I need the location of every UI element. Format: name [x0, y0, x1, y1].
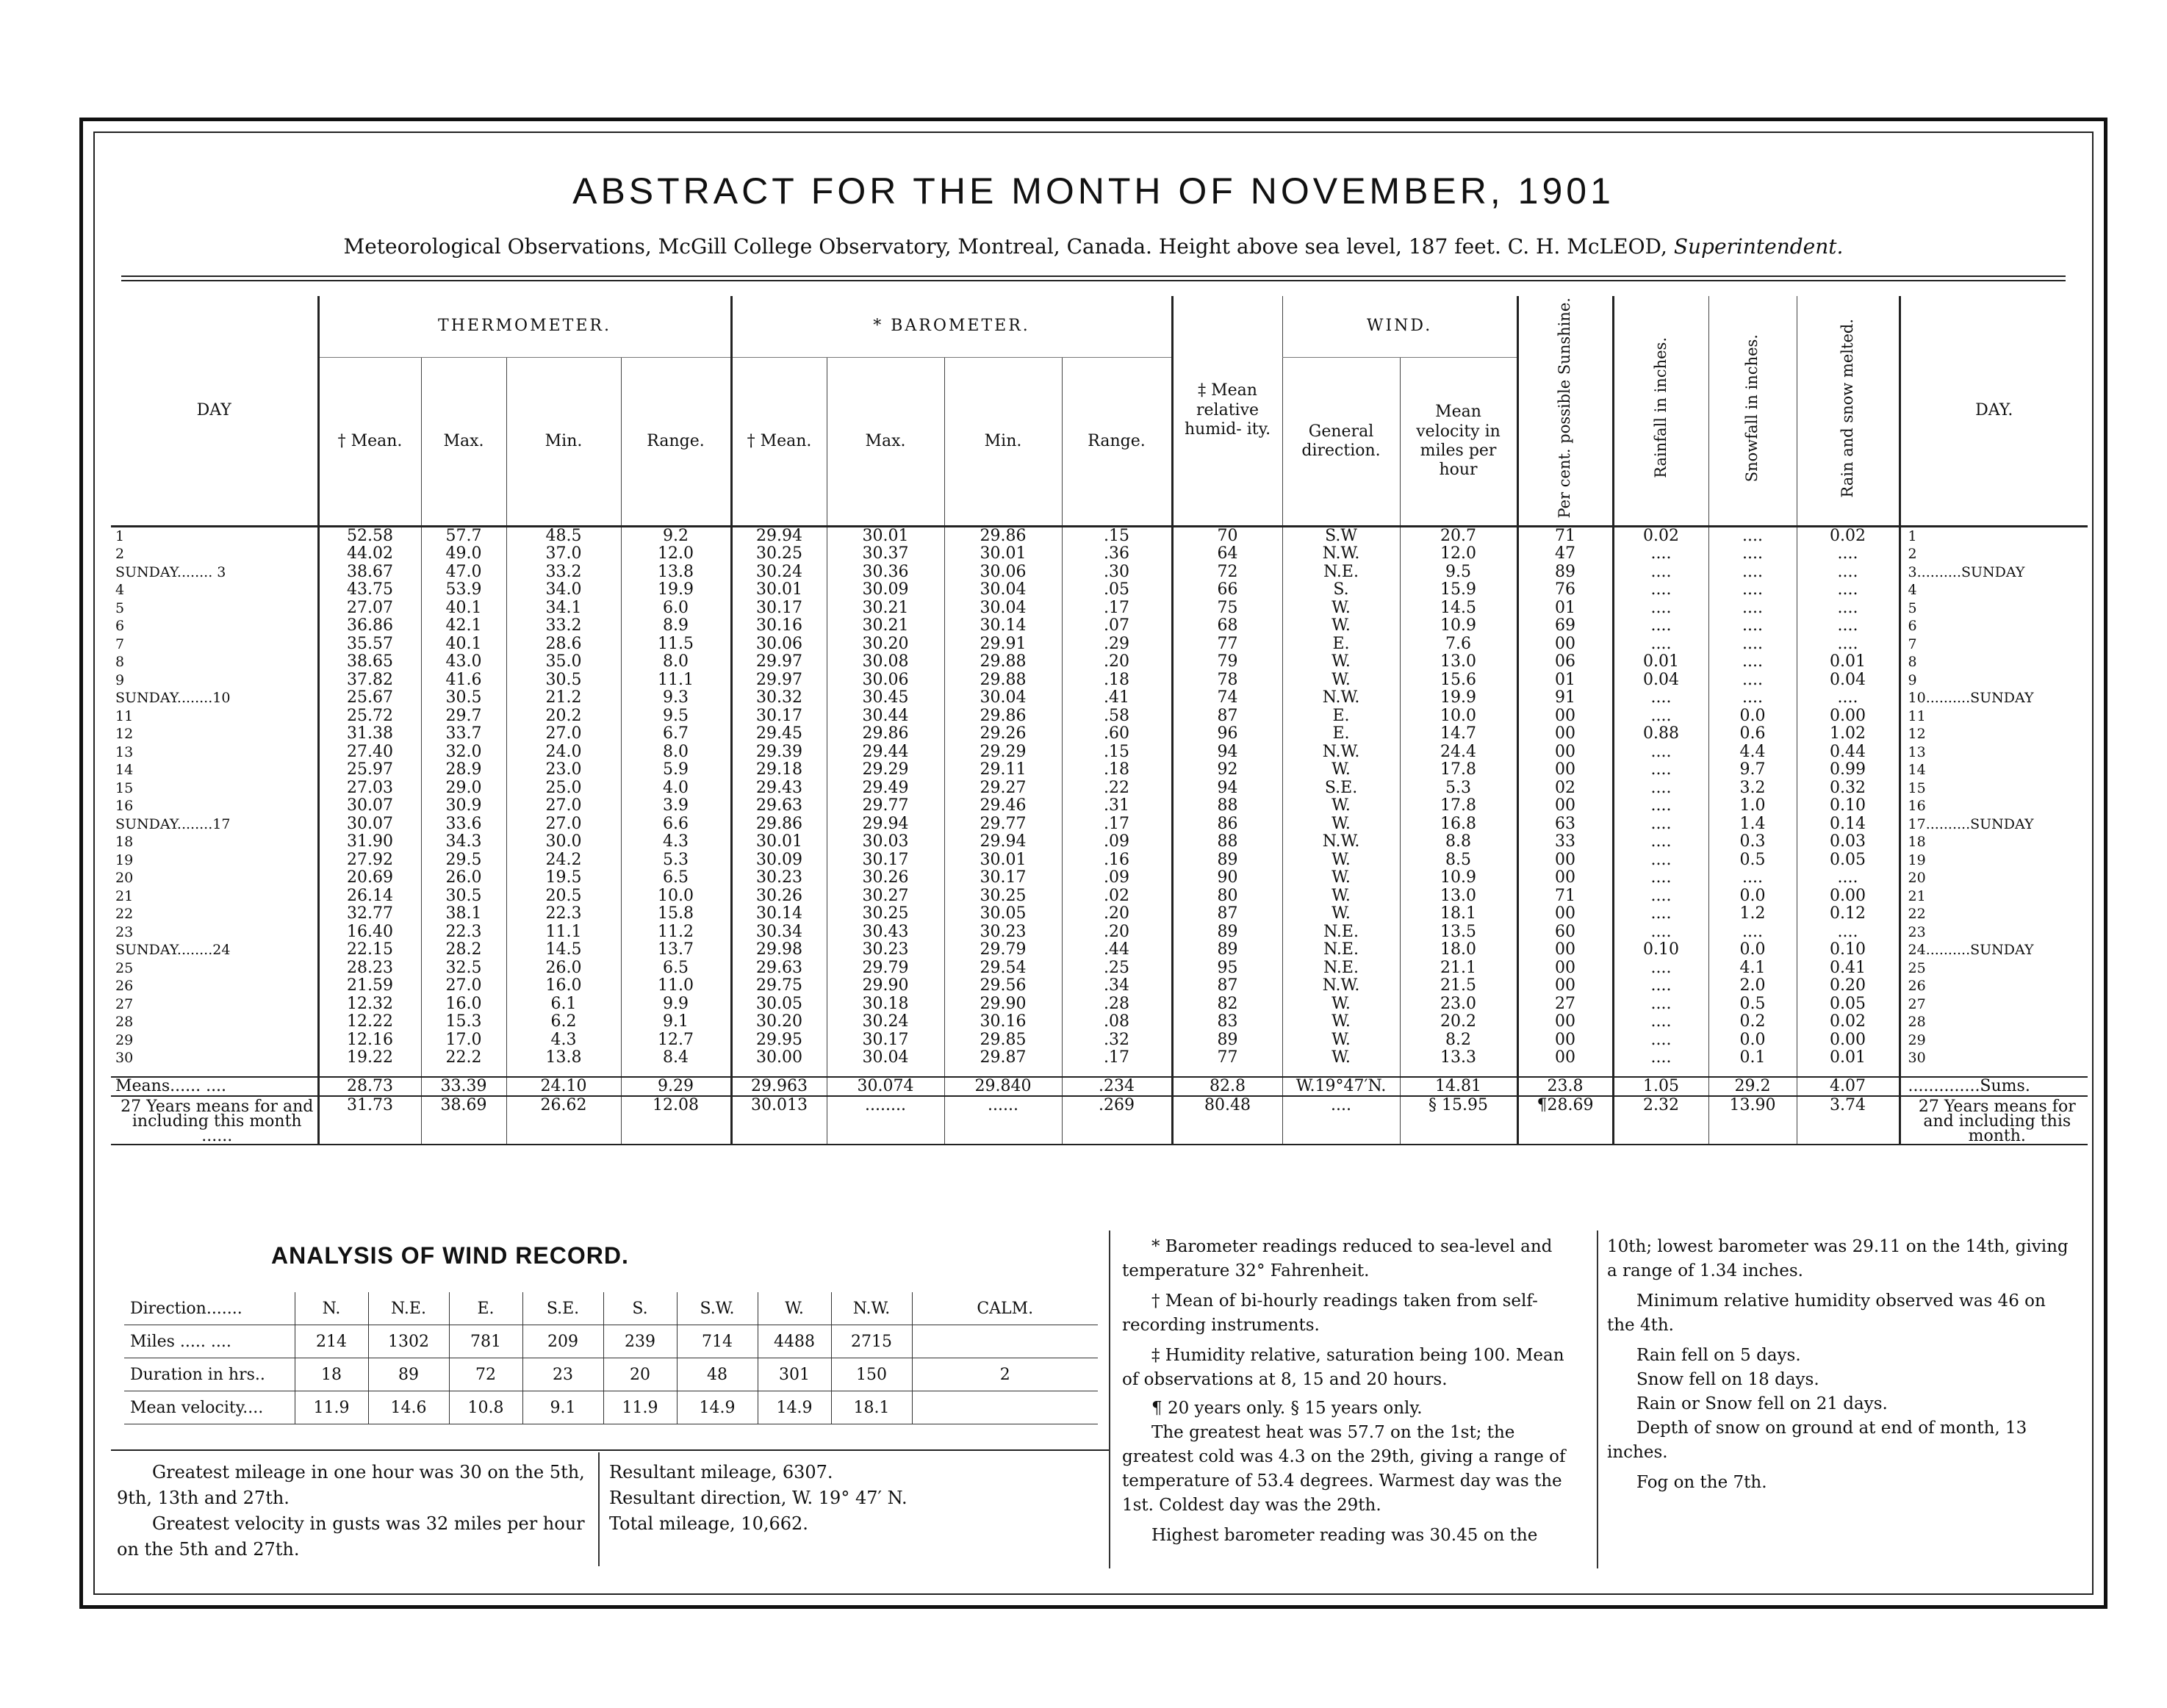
day-cell: 10..........SUNDAY 11 12 13 14 15 16 — [1900, 689, 2088, 815]
wind-row — [124, 1325, 1098, 1358]
wind-cell: Miles ..... .... — [124, 1325, 295, 1358]
wind-cell: 150 — [831, 1358, 912, 1391]
wind-cell — [912, 1391, 1098, 1424]
cell: 24.10 — [506, 1077, 621, 1097]
cell: 16.8 8.8 8.5 10.9 13.0 18.1 13.5 — [1400, 815, 1517, 942]
cell: 13.7 6.5 11.0 9.9 9.1 12.7 8.4 — [621, 941, 731, 1077]
sums-label: ..............Sums. — [1900, 1077, 2088, 1097]
snowfall-header: Snowfall in inches. — [1708, 296, 1797, 526]
day-header: DAY — [111, 296, 318, 526]
cell: 21.2 20.2 27.0 24.0 23.0 25.0 27.0 — [506, 689, 621, 815]
t-mean-header: † Mean. — [318, 358, 421, 527]
cell: 30.5 29.7 33.7 32.0 28.9 29.0 30.9 — [421, 689, 506, 815]
note: Resultant mileage, 6307. — [609, 1462, 833, 1482]
cell: .... .... .... .... .... .... .... — [1708, 563, 1797, 690]
cell: 30.04 29.86 29.26 29.29 29.11 29.27 29.46 — [944, 689, 1062, 815]
wind-cell: Mean velocity.... — [124, 1391, 295, 1424]
day-cell: SUNDAY........17 18 19 20 21 22 23 — [115, 815, 231, 940]
note: Resultant direction, W. 19° 47′ N. — [609, 1488, 908, 1508]
cell: N.W. E. E. N.W. W. S.E. W. — [1282, 689, 1400, 815]
wind-cell: S.E. — [522, 1292, 603, 1325]
note: Rain fell on 5 days. — [1636, 1346, 1801, 1365]
cell: 30.45 30.44 29.86 29.44 29.29 29.49 29.77 — [827, 689, 944, 815]
cell: N.E. N.E. N.W. W. W. W. W. — [1282, 941, 1400, 1077]
means-label: Means...... .... — [111, 1077, 318, 1097]
cell: 0.10 0.41 0.20 0.05 0.02 0.00 0.01 — [1797, 941, 1900, 1077]
rainfall-header: Rainfall in inches. — [1613, 296, 1708, 526]
cell: 30.32 30.17 29.45 29.39 29.18 29.43 29.63 — [731, 689, 827, 815]
rule — [111, 1449, 1110, 1451]
cell: 30.01 30.37 — [827, 526, 944, 563]
cell: .... .... .... .... .... .... .... — [1613, 815, 1708, 942]
divider — [598, 1452, 600, 1566]
cell: .... — [1282, 1096, 1400, 1145]
cell: 38.69 — [421, 1096, 506, 1145]
cell: 14.5 26.0 16.0 6.1 6.2 4.3 13.8 — [506, 941, 621, 1077]
day-cell: 1 2 — [115, 527, 125, 563]
cell: ...... — [944, 1096, 1062, 1145]
years-label: 27 Years means for and including this month ...... — [111, 1096, 318, 1145]
cell: 00 00 00 27 00 00 00 — [1517, 941, 1613, 1077]
wind-cell: Direction....... — [124, 1292, 295, 1325]
cell: 4.07 — [1797, 1077, 1900, 1097]
cell: W. N.W. W. W. W. W. N.E. — [1282, 815, 1400, 942]
note: Rain or Snow fell on 21 days. — [1636, 1394, 1888, 1413]
years-label-right: 27 Years means for and including this month. — [1900, 1096, 2088, 1145]
thermometer-header: THERMOMETER. — [318, 296, 731, 358]
day-cell: 24..........SUNDAY 25 26 27 28 29 30 — [1900, 941, 2088, 1077]
cell: 57.7 49.0 — [421, 526, 506, 563]
t-max-header: Max. — [421, 358, 506, 527]
wind-cell: 14.9 — [677, 1391, 758, 1424]
cell: ¶28.69 — [1517, 1096, 1613, 1145]
notes-mid — [609, 1460, 1102, 1537]
cell: 52.58 44.02 — [318, 526, 421, 563]
wind-cell: N.W. — [831, 1292, 912, 1325]
wind-cell: N. — [295, 1292, 368, 1325]
wind-analysis-title: ANALYSIS OF WIND RECORD. — [271, 1242, 629, 1269]
day-cell: SUNDAY........ 3 4 5 6 7 8 9 — [115, 563, 226, 688]
cell: 89 76 01 69 00 06 01 — [1517, 563, 1613, 690]
cell: 3.74 — [1797, 1096, 1900, 1145]
cell: 74 87 96 94 92 94 88 — [1172, 689, 1282, 815]
wind-cell: 20 — [603, 1358, 677, 1391]
cell: .... .... .... .... .... 0.01 0.04 — [1797, 563, 1900, 690]
wind-analysis-table — [124, 1292, 1098, 1424]
cell: 23.8 — [1517, 1077, 1613, 1097]
cell: 89 95 87 82 83 89 77 — [1172, 941, 1282, 1077]
cell: 12.08 — [621, 1096, 731, 1145]
cell: .41 .58 .60 .15 .18 .22 .31 — [1062, 689, 1172, 815]
cell: 29.98 29.63 29.75 30.05 30.20 29.95 30.00 — [731, 941, 827, 1077]
cell: 26.62 — [506, 1096, 621, 1145]
cell: 9.5 15.9 14.5 10.9 7.6 13.0 15.6 — [1400, 563, 1517, 690]
cell: 6.6 4.3 5.3 6.5 10.0 15.8 11.2 — [621, 815, 731, 942]
wind-cell: 11.9 — [603, 1391, 677, 1424]
wind-cell: 301 — [758, 1358, 831, 1391]
cell: .... 0.0 0.6 4.4 9.7 3.2 1.0 — [1708, 689, 1797, 815]
cell: S.W N.W. — [1282, 526, 1400, 563]
cell: 47.0 53.9 40.1 42.1 40.1 43.0 41.6 — [421, 563, 506, 690]
wind-cell: Duration in hrs.. — [124, 1358, 295, 1391]
notes-left — [117, 1460, 587, 1563]
table-row — [111, 526, 2088, 563]
abstract-sheet — [79, 118, 2107, 1609]
cell: .... .... — [1708, 526, 1797, 563]
cell: 71 47 — [1517, 526, 1613, 563]
cell: 48.5 37.0 — [506, 526, 621, 563]
cell: 1.05 — [1613, 1077, 1708, 1097]
subtitle-text: Meteorological Observations, McGill College Observatory, Montreal, Canada. Height above sea level, 187 feet. C. H. McLEOD, — [343, 234, 1667, 259]
rule — [121, 280, 2066, 281]
cell: W.19°47′N. — [1282, 1077, 1400, 1097]
cell: 30.013 — [731, 1096, 827, 1145]
cell: 86 88 89 90 80 87 89 — [1172, 815, 1282, 942]
cell: 28.2 32.5 27.0 16.0 15.3 17.0 22.2 — [421, 941, 506, 1077]
cell: 31.73 — [318, 1096, 421, 1145]
table-row — [111, 563, 2088, 690]
cell: .269 — [1062, 1096, 1172, 1145]
note: Snow fell on 18 days. — [1636, 1370, 1819, 1389]
wind-row — [124, 1391, 1098, 1424]
footnote: † Mean of bi-hourly readings taken from self-recording instruments. — [1122, 1291, 1538, 1335]
wind-cell — [912, 1325, 1098, 1358]
wind-cell: 2 — [912, 1358, 1098, 1391]
cell: 30.24 30.01 30.17 30.16 30.06 29.97 29.97 — [731, 563, 827, 690]
wind-row — [124, 1358, 1098, 1391]
cell: 80.48 — [1172, 1096, 1282, 1145]
wind-cell: 23 — [522, 1358, 603, 1391]
table-row — [111, 815, 2088, 942]
humidity-header: ‡ Mean relative humid- ity. — [1172, 296, 1282, 526]
wind-header: WIND. — [1282, 296, 1517, 358]
note: Fog on the 7th. — [1636, 1473, 1767, 1492]
cell: .... 0.00 1.02 0.44 0.99 0.32 0.10 — [1797, 689, 1900, 815]
cell: 29.840 — [944, 1077, 1062, 1097]
cell: N.E. S. W. W. E. W. W. — [1282, 563, 1400, 690]
b-mean-header: † Mean. — [731, 358, 827, 527]
wind-cell: 11.9 — [295, 1391, 368, 1424]
footnote: ‡ Humidity relative, saturation being 100. Mean of observations at 8, 15 and 20 hours. — [1122, 1346, 1564, 1389]
wind-cell: N.E. — [368, 1292, 449, 1325]
wind-cell: 18.1 — [831, 1391, 912, 1424]
cell: 0.10 .... .... .... .... .... .... — [1613, 941, 1708, 1077]
cell: 20.7 12.0 — [1400, 526, 1517, 563]
sunshine-header: Per cent. possible Sunshine. — [1517, 296, 1613, 526]
note: Greatest mileage in one hour was 30 on the 5th, 9th, 13th and 27th. — [117, 1462, 585, 1508]
wind-cell: 1302 — [368, 1325, 449, 1358]
wind-cell: 18 — [295, 1358, 368, 1391]
wind-cell: 714 — [677, 1325, 758, 1358]
wind-header-row — [124, 1292, 1098, 1325]
wind-cell: S.W. — [677, 1292, 758, 1325]
day-right-header: DAY. — [1900, 296, 2088, 526]
note: Total mileage, 10,662. — [609, 1513, 808, 1534]
rule — [121, 275, 2066, 277]
b-min-header: Min. — [944, 358, 1062, 527]
cell: 0.02 .... — [1797, 526, 1900, 563]
cell: 18.0 21.1 21.5 23.0 20.2 8.2 13.3 — [1400, 941, 1517, 1077]
footnote: ¶ 20 years only. § 15 years only. — [1151, 1399, 1423, 1418]
cell: 13.90 — [1708, 1096, 1797, 1145]
b-range-header: Range. — [1062, 358, 1172, 527]
cell: 25.67 25.72 31.38 27.40 25.97 27.03 30.07 — [318, 689, 421, 815]
cell: 30.36 30.09 30.21 30.21 30.20 30.08 30.06 — [827, 563, 944, 690]
inner-frame — [93, 131, 2094, 1595]
cell: 30.07 31.90 27.92 20.69 26.14 32.77 16.40 — [318, 815, 421, 942]
cell: 72 66 75 68 77 79 78 — [1172, 563, 1282, 690]
note: Depth of snow on ground at end of month, 13 inches. — [1607, 1419, 2027, 1462]
cell: .... .... 0.88 .... .... .... .... — [1613, 689, 1708, 815]
day-cell: 17..........SUNDAY 18 19 20 21 22 23 — [1900, 815, 2088, 942]
wind-cell: S. — [603, 1292, 677, 1325]
cell: 29.86 30.01 — [944, 526, 1062, 563]
cell: 30.23 29.79 29.90 30.18 30.24 30.17 30.04 — [827, 941, 944, 1077]
cell: 70 64 — [1172, 526, 1282, 563]
cell: 29.79 29.54 29.56 29.90 30.16 29.85 29.87 — [944, 941, 1062, 1077]
cell: 29.77 29.94 30.01 30.17 30.25 30.05 30.23 — [944, 815, 1062, 942]
wind-cell: 14.9 — [758, 1391, 831, 1424]
means-row — [111, 1077, 2088, 1097]
cell: 0.0 4.1 2.0 0.5 0.2 0.0 0.1 — [1708, 941, 1797, 1077]
years-means-row — [111, 1096, 2088, 1145]
divider — [1109, 1230, 1110, 1568]
cell: 33.2 34.0 34.1 33.2 28.6 35.0 30.5 — [506, 563, 621, 690]
cell: 19.9 10.0 14.7 24.4 17.8 5.3 17.8 — [1400, 689, 1517, 815]
cell: ........ — [827, 1096, 944, 1145]
b-max-header: Max. — [827, 358, 944, 527]
cell: .... .... .... .... .... 0.01 0.04 — [1613, 563, 1708, 690]
wind-cell: 9.1 — [522, 1391, 603, 1424]
cell: 9.29 — [621, 1077, 731, 1097]
wind-cell: 89 — [368, 1358, 449, 1391]
day-cell: 3..........SUNDAY 4 5 6 7 8 9 — [1900, 563, 2088, 690]
cell: 27.0 30.0 24.2 19.5 20.5 22.3 11.1 — [506, 815, 621, 942]
cell: 30.06 30.04 30.04 30.14 29.91 29.88 29.88 — [944, 563, 1062, 690]
note: 10th; lowest barometer was 29.11 on the 14th, giving a range of 1.34 inches. — [1607, 1237, 2069, 1280]
cell: 22.15 28.23 21.59 12.32 12.22 12.16 19.22 — [318, 941, 421, 1077]
wind-dir-header: General direction. — [1282, 358, 1400, 527]
footnote: * Barometer readings reduced to sea-level and temperature 32° Fahrenheit. — [1122, 1237, 1553, 1280]
footnote: Highest barometer reading was 30.45 on the — [1151, 1526, 1538, 1545]
divider — [1597, 1230, 1598, 1568]
cell: 29.94 30.03 30.17 30.26 30.27 30.25 30.43 — [827, 815, 944, 942]
page-title: ABSTRACT FOR THE MONTH OF NOVEMBER, 1901 — [572, 170, 1614, 212]
cell: 0.02 .... — [1613, 526, 1708, 563]
cell: .44 .25 .34 .28 .08 .32 .17 — [1062, 941, 1172, 1077]
wind-cell: 781 — [449, 1325, 522, 1358]
day-cell: SUNDAY........10 11 12 13 14 15 16 — [115, 690, 231, 815]
cell: 13.8 19.9 6.0 8.9 11.5 8.0 11.1 — [621, 563, 731, 690]
cell: .234 — [1062, 1077, 1172, 1097]
wind-cell: 209 — [522, 1325, 603, 1358]
cell: 29.2 — [1708, 1077, 1797, 1097]
cell: 33.39 — [421, 1077, 506, 1097]
wind-cell: E. — [449, 1292, 522, 1325]
t-min-header: Min. — [506, 358, 621, 527]
cell: .17 .09 .16 .09 .02 .20 .20 — [1062, 815, 1172, 942]
cell: 28.73 — [318, 1077, 421, 1097]
note: Minimum relative humidity observed was 46 on the 4th. — [1607, 1291, 2046, 1335]
wind-cell: 14.6 — [368, 1391, 449, 1424]
wind-cell: 10.8 — [449, 1391, 522, 1424]
wind-cell: 239 — [603, 1325, 677, 1358]
barometer-header: * BAROMETER. — [731, 296, 1172, 358]
t-range-header: Range. — [621, 358, 731, 527]
wind-cell: W. — [758, 1292, 831, 1325]
cell: 0.14 0.03 0.05 .... 0.00 0.12 .... — [1797, 815, 1900, 942]
day-cell: SUNDAY........24 25 26 27 28 29 30 — [115, 942, 231, 1067]
cell: 29.94 30.25 — [731, 526, 827, 563]
cell: 82.8 — [1172, 1077, 1282, 1097]
observations-table — [111, 296, 2088, 1145]
cell: 9.2 12.0 — [621, 526, 731, 563]
wind-cell: 2715 — [831, 1325, 912, 1358]
subtitle-role: Superintendent. — [1673, 234, 1844, 259]
cell: 29.86 30.01 30.09 30.23 30.26 30.14 30.34 — [731, 815, 827, 942]
cell: 91 00 00 00 00 02 00 — [1517, 689, 1613, 815]
footnotes — [1122, 1235, 1585, 1548]
rain-snow-header: Rain and snow melted. — [1797, 296, 1900, 526]
cell: 63 33 00 00 71 00 60 — [1517, 815, 1613, 942]
cell: .15 .36 — [1062, 526, 1172, 563]
wind-cell: 48 — [677, 1358, 758, 1391]
notes-right — [1607, 1235, 2077, 1495]
cell: 1.4 0.3 0.5 .... 0.0 1.2 .... — [1708, 815, 1797, 942]
cell: § 15.95 — [1400, 1096, 1517, 1145]
cell: 33.6 34.3 29.5 26.0 30.5 38.1 22.3 — [421, 815, 506, 942]
wind-cell: CALM. — [912, 1292, 1098, 1325]
wind-vel-header: Mean velocity in miles per hour — [1400, 358, 1517, 527]
cell: 14.81 — [1400, 1077, 1517, 1097]
cell: 9.3 9.5 6.7 8.0 5.9 4.0 3.9 — [621, 689, 731, 815]
group-header-row — [111, 296, 2088, 358]
cell: 30.074 — [827, 1077, 944, 1097]
table-row — [111, 941, 2088, 1077]
table-row — [111, 689, 2088, 815]
cell: 29.963 — [731, 1077, 827, 1097]
cell: 38.67 43.75 27.07 36.86 35.57 38.65 37.82 — [318, 563, 421, 690]
day-cell: 1 2 — [1900, 526, 2088, 563]
cell: .30 .05 .17 .07 .29 .20 .18 — [1062, 563, 1172, 690]
wind-cell: 4488 — [758, 1325, 831, 1358]
wind-cell: 214 — [295, 1325, 368, 1358]
cell: 2.32 — [1613, 1096, 1708, 1145]
wind-cell: 72 — [449, 1358, 522, 1391]
note: Greatest velocity in gusts was 32 miles per hour on the 5th and 27th. — [117, 1513, 585, 1560]
footnote: The greatest heat was 57.7 on the 1st; the greatest cold was 4.3 on the 29th, giving a range of temperature of 53.4 degrees. Warmest day was the 1st. Coldest day was the 29th. — [1122, 1423, 1566, 1515]
subtitle — [95, 234, 2092, 259]
